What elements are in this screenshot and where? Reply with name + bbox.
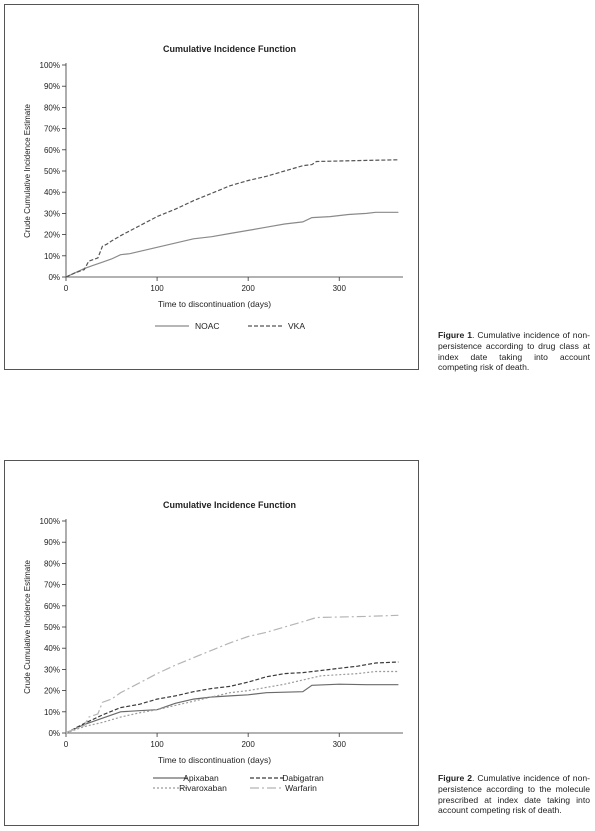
- legend-label-warfarin: Warfarin: [285, 783, 317, 793]
- y-tick-label: 10%: [43, 707, 60, 717]
- y-tick-label: 40%: [43, 644, 60, 654]
- legend-label-dabigatran: Dabigatran: [282, 773, 324, 783]
- y-tick-label: 80%: [43, 559, 60, 569]
- series-line-rivaroxaban: [66, 672, 398, 734]
- y-tick-label: 10%: [43, 251, 60, 261]
- legend-label-noac: NOAC: [195, 321, 220, 331]
- x-tick-label: 0: [63, 284, 69, 293]
- x-axis-label: Time to discontinuation (days): [157, 299, 272, 309]
- chart-title: Cumulative Incidence Function: [162, 500, 297, 510]
- y-tick-label: 50%: [43, 623, 60, 632]
- y-tick-label: 90%: [43, 538, 60, 548]
- legend-label-apixaban: Apixaban: [183, 773, 219, 783]
- y-tick-label: 40%: [43, 188, 60, 198]
- x-tick-label: 200: [241, 740, 255, 749]
- legend-label-rivaroxaban: Rivaroxaban: [179, 783, 227, 793]
- legend-label-vka: VKA: [288, 321, 306, 331]
- y-tick-label: 0%: [48, 729, 60, 738]
- x-tick-label: 300: [332, 284, 346, 293]
- y-tick-label: 30%: [43, 209, 60, 219]
- series-line-vka: [66, 160, 398, 277]
- y-axis-label: Crude Cumulative Incidence Estimate: [23, 104, 32, 238]
- x-tick-label: 0: [63, 740, 69, 749]
- figure-2-caption-label: Figure 2: [438, 773, 473, 783]
- y-tick-label: 90%: [43, 82, 60, 92]
- x-axis-label: Time to discontinuation (days): [157, 755, 272, 765]
- y-tick-label: 0%: [48, 273, 60, 282]
- x-tick-label: 100: [150, 284, 164, 293]
- y-axis-label: Crude Cumulative Incidence Estimate: [23, 560, 32, 694]
- y-tick-label: 80%: [43, 103, 60, 113]
- chart-title: Cumulative Incidence Function: [162, 44, 297, 54]
- figure-1-caption-text: . Cumulative incidence of non-persistence according to drug class at index date taking into account competing risk of death.: [438, 330, 590, 373]
- figure-1-caption: [438, 330, 590, 373]
- figure-2-caption: [438, 773, 590, 816]
- y-tick-label: 70%: [43, 124, 60, 134]
- series-line-noac: [66, 212, 398, 277]
- figure-1-chart-panel: [4, 4, 419, 370]
- series-line-dabigatran: [66, 662, 398, 733]
- x-tick-label: 100: [150, 740, 164, 749]
- y-tick-label: 100%: [39, 517, 60, 526]
- y-tick-label: 20%: [43, 230, 60, 240]
- y-tick-label: 30%: [43, 665, 60, 675]
- figure-2-caption-text: . Cumulative incidence of non-persistence according to the molecule prescribed at index date taking into account competing risk of death.: [438, 773, 590, 816]
- y-tick-label: 60%: [43, 601, 60, 611]
- x-tick-label: 200: [241, 284, 255, 293]
- y-tick-label: 50%: [43, 167, 60, 176]
- y-tick-label: 60%: [43, 145, 60, 155]
- figure-2-chart: [5, 461, 418, 825]
- y-tick-label: 20%: [43, 686, 60, 696]
- y-tick-label: 70%: [43, 580, 60, 590]
- y-tick-label: 100%: [39, 61, 60, 70]
- figure-1-chart: [5, 5, 418, 369]
- figure-2-chart-panel: [4, 460, 419, 826]
- x-tick-label: 300: [332, 740, 346, 749]
- figure-1-caption-label: Figure 1: [438, 330, 473, 340]
- series-line-apixaban: [66, 684, 398, 733]
